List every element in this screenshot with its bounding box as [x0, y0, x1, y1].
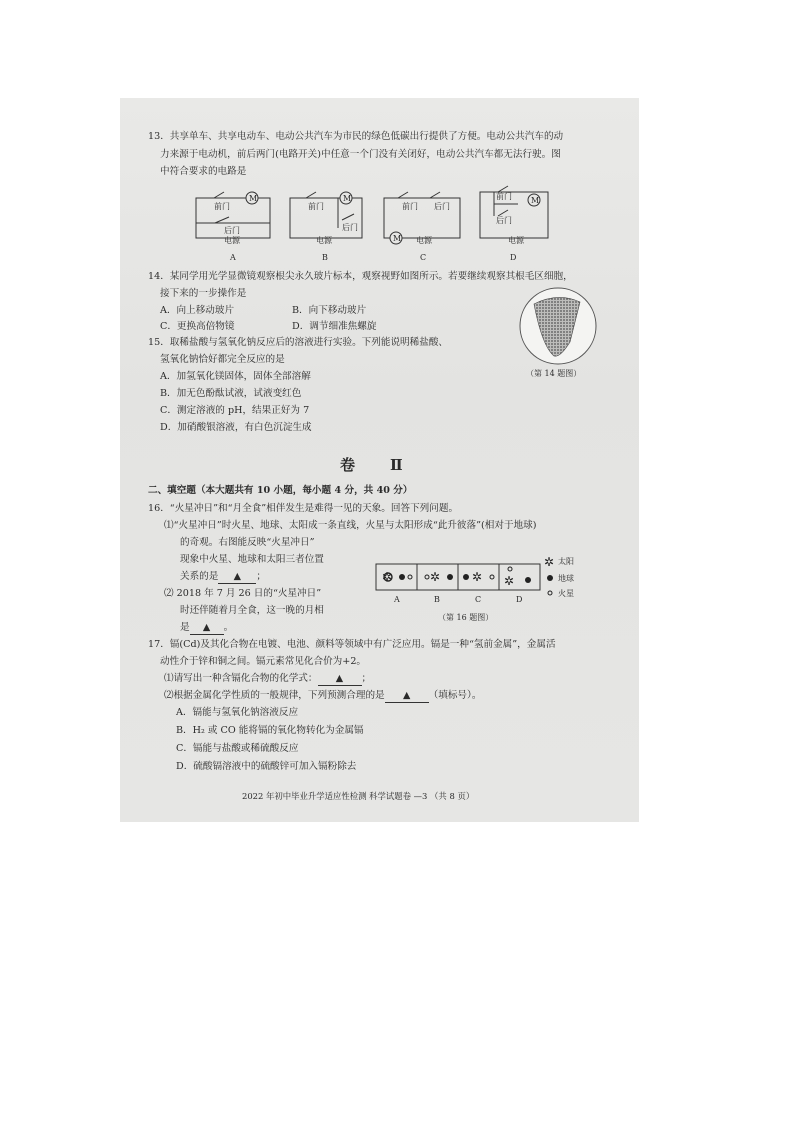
earth-icon — [399, 574, 405, 580]
legend-mars-label: 火星 — [558, 589, 574, 598]
q16-part1-line4: 关系的是 ▲ ； — [180, 571, 266, 582]
circuit-c-motor-label: M — [393, 234, 402, 243]
circuit-a-front-label: 前门 — [214, 202, 230, 211]
q16-label-b: B — [434, 595, 440, 604]
q15-option-c: C．测定溶液的 pH，结果正好为 7 — [160, 405, 310, 416]
q16-option-d-figure — [504, 567, 531, 588]
q16-part2-line3: 是 ▲ 。 — [180, 622, 234, 633]
circuit-c-power-label: 电源 — [416, 236, 432, 245]
q17-line2: 动性介于锌和铜之间。镉元素常见化合价为+2。 — [160, 656, 367, 667]
q17-option-a: A．镉能与氢氧化钠溶液反应 — [176, 707, 299, 718]
circuit-c-switch-front — [398, 192, 408, 198]
q16-option-c-figure — [463, 570, 494, 584]
q17-line1: 17．镉(Cd)及其化合物在电镀、电池、颜料等领域中有广泛应用。镉是一种“氢前金属”，金属活 — [148, 639, 556, 650]
q17-part2 — [164, 689, 481, 703]
earth-icon — [525, 577, 531, 583]
q16-caption: （第 16 题图） — [438, 613, 494, 622]
q16-label-a: A — [394, 595, 400, 604]
q14-line2: 接下来的一步操作是 — [160, 288, 247, 299]
q15-option-b: B．加无色酚酞试液，试液变红色 — [160, 388, 302, 399]
mars-icon — [408, 575, 412, 579]
q16-option-b-figure — [425, 570, 453, 584]
q16-line1: 16．“火星冲日”和“月全食”相伴发生是难得一见的天象。回答下列问题。 — [148, 503, 459, 514]
q14-option-d: D．调节细准焦螺旋 — [292, 321, 377, 332]
mars-icon — [425, 575, 429, 579]
circuit-d-rear-label: 后门 — [496, 216, 512, 225]
q16-part1-line1: ⑴“火星冲日”时火星、地球、太阳成一条直线，火星与太阳形成“此升彼落”(相对于地球) — [164, 520, 537, 531]
circuit-c-front-label: 前门 — [402, 202, 418, 211]
q15-line2: 氢氧化钠恰好都完全反应的是 — [160, 354, 285, 365]
q13-circuit-diagrams — [120, 186, 639, 276]
q17-part2-text: ⑵根据金属化学性质的一般规律，下列预测合理的是 — [164, 690, 385, 701]
circuit-a-motor-label: M — [249, 194, 258, 203]
circuit-a-option: A — [230, 253, 236, 262]
circuit-c-switch-rear — [430, 192, 440, 198]
q16-label-d: D — [516, 595, 523, 604]
circuit-b-switch-rear — [342, 214, 354, 220]
q16-answer-blank-1: ▲ — [218, 570, 256, 584]
circuit-c — [384, 192, 460, 262]
page-footer: 2022 年初中毕业升学适应性检测 科学试题卷 —3 （共 8 页） — [242, 791, 475, 801]
sun-rays-icon: ✲ — [382, 570, 393, 584]
circuit-b-switch-front — [306, 192, 316, 198]
q15-option-a: A．加氢氧化镁固体，固体全部溶解 — [160, 371, 311, 382]
q13-line1: 13．共享单车、共享电动车、电动公共汽车为市民的绿色低碳出行提供了方便。电动公共汽车的动 — [148, 131, 564, 142]
section-heading: 卷 Ⅱ — [340, 456, 413, 474]
q15-option-d: D．加硝酸银溶液，有白色沉淀生成 — [160, 422, 312, 433]
q16-part1-line3: 现象中火星、地球和太阳三者位置 — [180, 554, 324, 565]
circuit-b-rear-label: 后门 — [342, 223, 358, 232]
circuit-b — [290, 192, 362, 262]
q17-answer-blank-2: ▲ — [385, 689, 429, 703]
circuit-c-option: C — [420, 253, 427, 262]
mars-icon — [508, 567, 512, 571]
circuit-d-option: D — [510, 253, 517, 262]
earth-icon — [463, 574, 469, 580]
q17-option-d: D．硫酸镉溶液中的硫酸锌可加入镉粉除去 — [176, 761, 357, 772]
circuit-d-motor-label: M — [531, 196, 540, 205]
q16-part1-text: 关系的是 — [180, 571, 219, 582]
legend-sun-icon: ✲ — [544, 555, 555, 569]
circuit-a-rear-label: 后门 — [224, 226, 240, 235]
circuit-b-front-label: 前门 — [308, 202, 324, 211]
q15-line1: 15．取稀盐酸与氢氧化钠反应后的溶液进行实验。下列能说明稀盐酸、 — [148, 337, 449, 348]
circuit-d — [480, 186, 548, 262]
circuit-b-option: B — [322, 253, 328, 262]
circuit-b-power-label: 电源 — [316, 236, 332, 245]
circuit-a-power-label: 电源 — [224, 236, 240, 245]
legend-earth-icon — [547, 575, 553, 581]
q16-part2-line1: ⑵ 2018 年 7 月 26 日的“火星冲日” — [164, 588, 322, 599]
sun-icon: ✲ — [472, 570, 483, 584]
q17-option-b: B．H₂ 或 CO 能将镉的氧化物转化为金属镉 — [176, 725, 364, 736]
legend-earth-label: 地球 — [558, 574, 574, 583]
circuit-a — [196, 192, 270, 262]
exam-page-photo — [120, 98, 639, 822]
circuit-d-power-label: 电源 — [508, 236, 524, 245]
q17-answer-blank-1: ▲ — [318, 672, 362, 686]
q16-part2-text: 是 — [180, 622, 190, 633]
q16-position-diagram — [376, 554, 576, 614]
q13-line2: 力来源于电动机，前后两门(电路开关)中任意一个门没有关闭好，电动公共汽车都无法行驶。图 — [160, 149, 561, 160]
q17-option-c: C．镉能与盐酸或稀硫酸反应 — [176, 743, 299, 754]
circuit-b-motor-label: M — [343, 194, 352, 203]
circuit-a-switch-rear — [215, 217, 229, 223]
q16-part2-line2: 时还伴随着月全食，这一晚的月相 — [180, 605, 324, 616]
sun-icon: ✲ — [430, 570, 441, 584]
q17-part2-suffix: （填标号）。 — [428, 690, 482, 701]
q14-option-b: B．向下移动玻片 — [292, 305, 367, 316]
q13-line3: 中符合要求的电路是 — [160, 166, 247, 177]
earth-icon — [447, 574, 453, 580]
sun-icon: ✲ — [504, 574, 515, 588]
q14-option-c: C．更换高倍物镜 — [160, 321, 235, 332]
q17-part1-text: ⑴请写出一种含镉化合物的化学式： — [164, 673, 318, 684]
circuit-a-switch-front — [214, 192, 224, 198]
q16-part1-line2: 的奇观。右图能反映“火星冲日” — [180, 537, 315, 548]
legend-sun-label: 太阳 — [558, 557, 574, 566]
q14-option-a: A．向上移动玻片 — [160, 305, 235, 316]
q14-caption: （第 14 题图） — [526, 369, 582, 378]
q16-label-c: C — [475, 595, 482, 604]
mars-icon — [490, 575, 494, 579]
circuit-c-rear-label: 后门 — [434, 202, 450, 211]
q16-option-a-figure — [382, 570, 412, 584]
circuit-d-front-label: 前门 — [496, 192, 512, 201]
legend-mars-icon — [548, 591, 552, 595]
q14-line1: 14．某同学用光学显微镜观察根尖永久玻片标本，观察视野如图所示。若要继续观察其根毛区细胞， — [148, 271, 573, 282]
q14-microscope-view — [518, 286, 598, 366]
q16-answer-blank-2: ▲ — [190, 621, 224, 635]
part2-heading: 二、填空题（本大题共有 10 小题，每小题 4 分，共 40 分） — [148, 485, 413, 496]
q17-part1: ⑴请写出一种含镉化合物的化学式： ▲ ； — [164, 673, 372, 684]
